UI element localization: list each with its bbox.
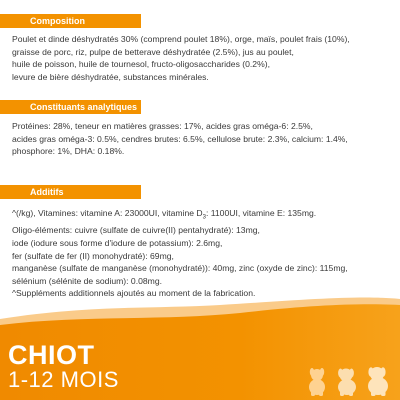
puppy-silhouettes-icon: [304, 366, 396, 396]
additives-line: sélénium (sélénite de sodium): 0.08mg.: [12, 275, 162, 286]
composition-text: [12, 33, 392, 83]
additives-line-vitamins: [12, 207, 392, 224]
additives-vitamins-pre: ^(/kg), Vitamines: vitamine A: 23000UI, vitamine D: [12, 208, 203, 218]
additives-line: fer (sulfate de fer (II) monohydraté): 69mg,: [12, 250, 174, 261]
additives-line: Oligo-éléments: cuivre (sulfate de cuivre(II) pentahydraté): 13mg,: [12, 225, 260, 236]
analytical-header: Constituants analytiques: [0, 100, 141, 114]
analytical-line: Protéines: 28%, teneur en matières grasses: 17%, acides gras oméga-6: 2.5%,: [12, 121, 313, 131]
composition-line: Poulet et dinde déshydratés 30% (comprend poulet 18%), orge, maïs, poulet frais (10%),: [12, 34, 350, 44]
additives-vitamins-post: : 1100UI, vitamine E: 135mg.: [205, 208, 317, 218]
additives-line: manganèse (sulfate de manganèse (monohydraté)): 40mg, zinc (oxyde de zinc): 115mg,: [12, 263, 348, 274]
composition-line: levure de bière déshydratée, substances minérales.: [12, 71, 209, 82]
additives-line: ^Suppléments additionnels ajoutés au moment de la fabrication.: [12, 288, 256, 299]
analytical-line: acides gras oméga-3: 0.5%, cendres brutes: 6.5%, cellulose brute: 2.3%, calcium: 1.4%,: [12, 133, 348, 144]
product-title: CHIOT: [8, 340, 95, 370]
analytical-text: [12, 120, 392, 158]
composition-header: Composition: [0, 14, 141, 28]
product-age-range: 1-12 MOIS: [8, 367, 119, 392]
composition-line: huile de poisson, huile de tournesol, fructo-oligosaccharides (0.2%),: [12, 59, 270, 70]
analytical-line: phosphore: 1%, DHA: 0.18%.: [12, 146, 125, 157]
additives-vitamins-sub: 3: [202, 214, 206, 221]
composition-line: graisse de porc, riz, pulpe de betterave déshydratée (2.5%), jus au poulet,: [12, 46, 294, 57]
additives-line: iode (iodure sous forme d'iodure de potassium): 2.6mg,: [12, 237, 223, 248]
additives-text: [12, 207, 392, 300]
additives-header: Additifs: [0, 185, 141, 199]
